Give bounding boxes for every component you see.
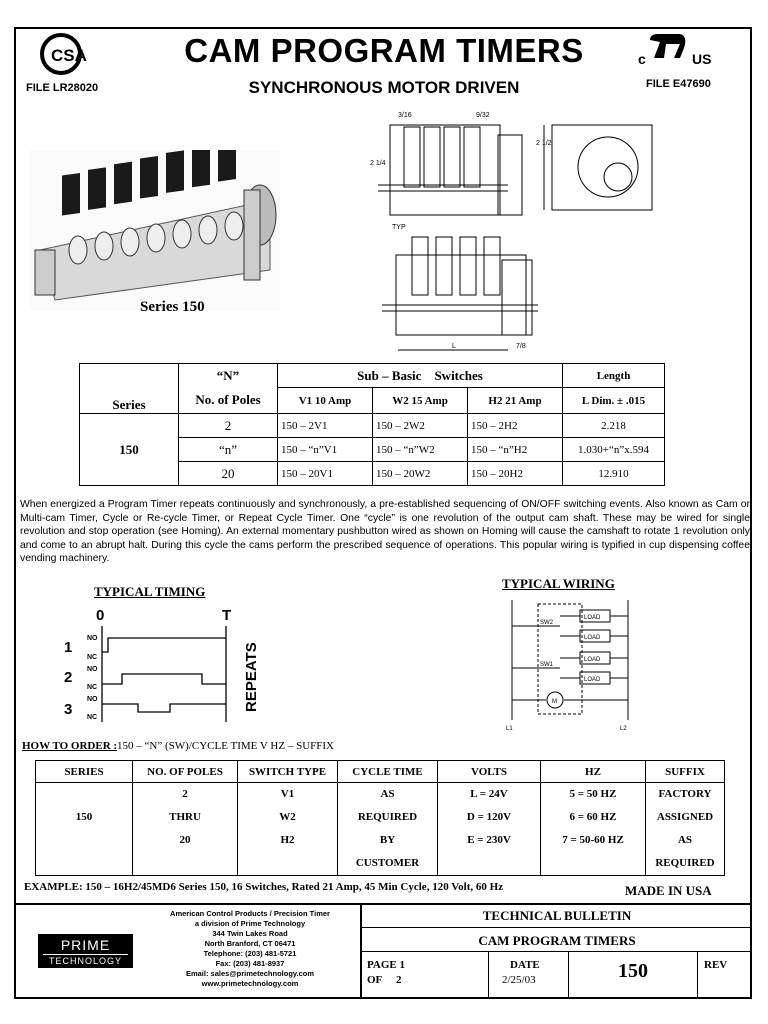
- svg-text:NC: NC: [87, 654, 98, 661]
- timing-repeats: REPEATS: [243, 642, 260, 712]
- description-paragraph: When energized a Program Timer repeats continuously and synchronously, a pre-established sequencing of ON/OFF switching events. Also known as Cam or Multi-cam Timer, Cycle or Re-cycle Timer, or Repeat Cycle Timer. One “cycle” is one revolution of the output cam shaft. These may be wired for single revolution and stop operation (see Homing). An external momentary pushbutton wired as shown on Homing will cause the camshaft to rotate 1 revolution only and come to an abrupt halt. During this cycle the cams perform the prescribed sequence of operations. This popular wiring is typified in cup dispensing coffee vending machinery.: [20, 499, 750, 564]
- spec-header-sub-basic: Sub – Basic Switches: [278, 364, 563, 388]
- timing-line-1: 1: [64, 639, 73, 656]
- spec-poles: 20: [179, 462, 278, 486]
- svg-text:NC: NC: [87, 714, 98, 721]
- dim-label-e: 7/8: [516, 343, 526, 350]
- wiring-l1: L1: [506, 726, 513, 732]
- logo-line-1: PRIME: [43, 937, 128, 955]
- order-table: [35, 760, 725, 876]
- spec-table: [79, 363, 665, 486]
- spec-header-ldim: L Dim. ± .015: [563, 388, 665, 414]
- csa-logo-text: CSA: [51, 46, 87, 65]
- spec-w2: 150 – “n”W2: [373, 438, 468, 462]
- wiring-motor: M: [552, 699, 557, 705]
- dim-label-typ: TYP: [392, 224, 406, 231]
- dim-label-d: 2 1/4: [370, 160, 386, 167]
- company-address: American Control Products / Precision Timer a division of Prime Technology 344 Twin Lakes Road North Branford, CT 06471 Telephone: (203) 481-5721 Fax: (203) 481-8937 Email: sales@primetechnology.com www.primetechnology.com: [170, 909, 330, 988]
- ur-logo-c: c: [638, 51, 646, 67]
- order-label: HOW TO ORDER :: [22, 740, 118, 752]
- wiring-sw1: SW1: [540, 662, 554, 668]
- footer-cell-divider: [488, 951, 489, 999]
- footer-rule-1: [362, 927, 752, 928]
- dim-label-b: 9/32: [476, 112, 490, 119]
- spec-w2: 150 – 20W2: [373, 462, 468, 486]
- svg-text:NO: NO: [87, 635, 98, 642]
- wiring-sw2: SW2: [540, 620, 554, 626]
- bulletin-title: CAM PROGRAM TIMERS: [478, 933, 636, 948]
- svg-text:NO: NO: [87, 666, 98, 673]
- dim-label-a: 3/16: [398, 112, 412, 119]
- footer-cell-divider: [697, 951, 698, 999]
- order-col-cycle: AS REQUIRED BY CUSTOMER: [338, 783, 438, 876]
- footer-rule-2: [362, 951, 752, 952]
- order-col-switch: V1 W2 H2: [238, 783, 338, 876]
- product-photo: [30, 150, 280, 310]
- dim-label-c: 2 1/2: [536, 140, 552, 147]
- wiring-load: LOAD: [584, 615, 601, 621]
- spec-poles: 2: [179, 414, 278, 438]
- wiring-load: LOAD: [584, 677, 601, 683]
- order-header: HZ: [541, 761, 646, 783]
- timing-line-2: 2: [64, 669, 73, 686]
- page-title: CAM PROGRAM TIMERS: [184, 32, 584, 69]
- order-header: SWITCH TYPE: [238, 761, 338, 783]
- ur-logo-us: US: [692, 51, 712, 67]
- order-col-poles: 2 THRU 20: [133, 783, 238, 876]
- order-col-volts: L = 24V D = 120V E = 230V: [438, 783, 541, 876]
- order-col-suffix: FACTORY ASSIGNED AS REQUIRED: [646, 783, 725, 876]
- spec-header-length: Length: [563, 364, 665, 388]
- bulletin-number: 150: [618, 960, 648, 982]
- timing-zero: 0: [96, 607, 105, 624]
- spec-v1: 150 – 2V1: [278, 414, 373, 438]
- wiring-heading: TYPICAL WIRING: [502, 576, 615, 591]
- spec-poles: “n”: [179, 438, 278, 462]
- order-col-hz: 5 = 50 HZ 6 = 60 HZ 7 = 50-60 HZ: [541, 783, 646, 876]
- file-number-left: FILE LR28020: [26, 82, 99, 94]
- spec-header-h2: H2 21 Amp: [468, 388, 563, 414]
- order-header: VOLTS: [438, 761, 541, 783]
- spec-v1: 150 – 20V1: [278, 462, 373, 486]
- timing-line-3: 3: [64, 701, 73, 718]
- spec-header-series: Series: [80, 364, 179, 414]
- spec-length: 12.910: [563, 462, 665, 486]
- spec-header-n: “N”: [179, 364, 278, 388]
- date-value: 2/25/03: [502, 974, 536, 986]
- order-col-series: 150: [36, 783, 133, 876]
- order-header: SERIES: [36, 761, 133, 783]
- page-number: PAGE 1: [367, 959, 405, 971]
- order-formula-line: [22, 740, 334, 752]
- file-number-right: FILE E47690: [646, 78, 711, 90]
- wiring-load: LOAD: [584, 657, 601, 663]
- rev-label: REV: [704, 959, 728, 971]
- svg-text:NO: NO: [87, 696, 98, 703]
- spec-row: [80, 414, 665, 438]
- spec-v1: 150 – “n”V1: [278, 438, 373, 462]
- dim-label-l: L: [452, 343, 456, 350]
- spec-header-poles: No. of Poles: [179, 388, 278, 414]
- svg-text:NC: NC: [87, 684, 98, 691]
- photo-caption: Series 150: [140, 299, 205, 315]
- wiring-load: LOAD: [584, 635, 601, 641]
- order-header: NO. OF POLES: [133, 761, 238, 783]
- order-header: CYCLE TIME: [338, 761, 438, 783]
- logo-line-2: TECHNOLOGY: [48, 956, 122, 966]
- order-header: SUFFIX: [646, 761, 725, 783]
- timing-t: T: [222, 607, 232, 624]
- spec-h2: 150 – “n”H2: [468, 438, 563, 462]
- wiring-l2: L2: [620, 726, 627, 732]
- timing-diagram: [60, 604, 270, 724]
- ur-logo: [636, 32, 726, 72]
- order-example: EXAMPLE: 150 – 16H2/45MD6 Series 150, 16 Switches, Rated 21 Amp, 45 Min Cycle, 120 Volt, 60 Hz: [24, 881, 504, 893]
- wiring-diagram: [500, 596, 640, 734]
- spec-header-w2: W2 15 Amp: [373, 388, 468, 414]
- dimension-drawings: [368, 105, 668, 355]
- page-subtitle: SYNCHRONOUS MOTOR DRIVEN: [248, 78, 520, 97]
- timing-heading: TYPICAL TIMING: [94, 584, 206, 599]
- spec-h2: 150 – 20H2: [468, 462, 563, 486]
- footer-divider: [14, 903, 752, 905]
- made-in-usa: MADE IN USA: [625, 883, 712, 898]
- spec-length: 1.030+“n”x.594: [563, 438, 665, 462]
- spec-length: 2.218: [563, 414, 665, 438]
- date-label: DATE: [510, 959, 540, 971]
- spec-h2: 150 – 2H2: [468, 414, 563, 438]
- page-of: OF 2: [367, 974, 402, 986]
- spec-w2: 150 – 2W2: [373, 414, 468, 438]
- order-formula: 150 – “N” (SW)/CYCLE TIME V HZ – SUFFIX: [117, 740, 334, 752]
- spec-series-value: 150: [80, 414, 179, 486]
- bulletin-label: TECHNICAL BULLETIN: [482, 908, 632, 923]
- prime-technology-logo: [38, 934, 133, 968]
- spec-header-v1: V1 10 Amp: [278, 388, 373, 414]
